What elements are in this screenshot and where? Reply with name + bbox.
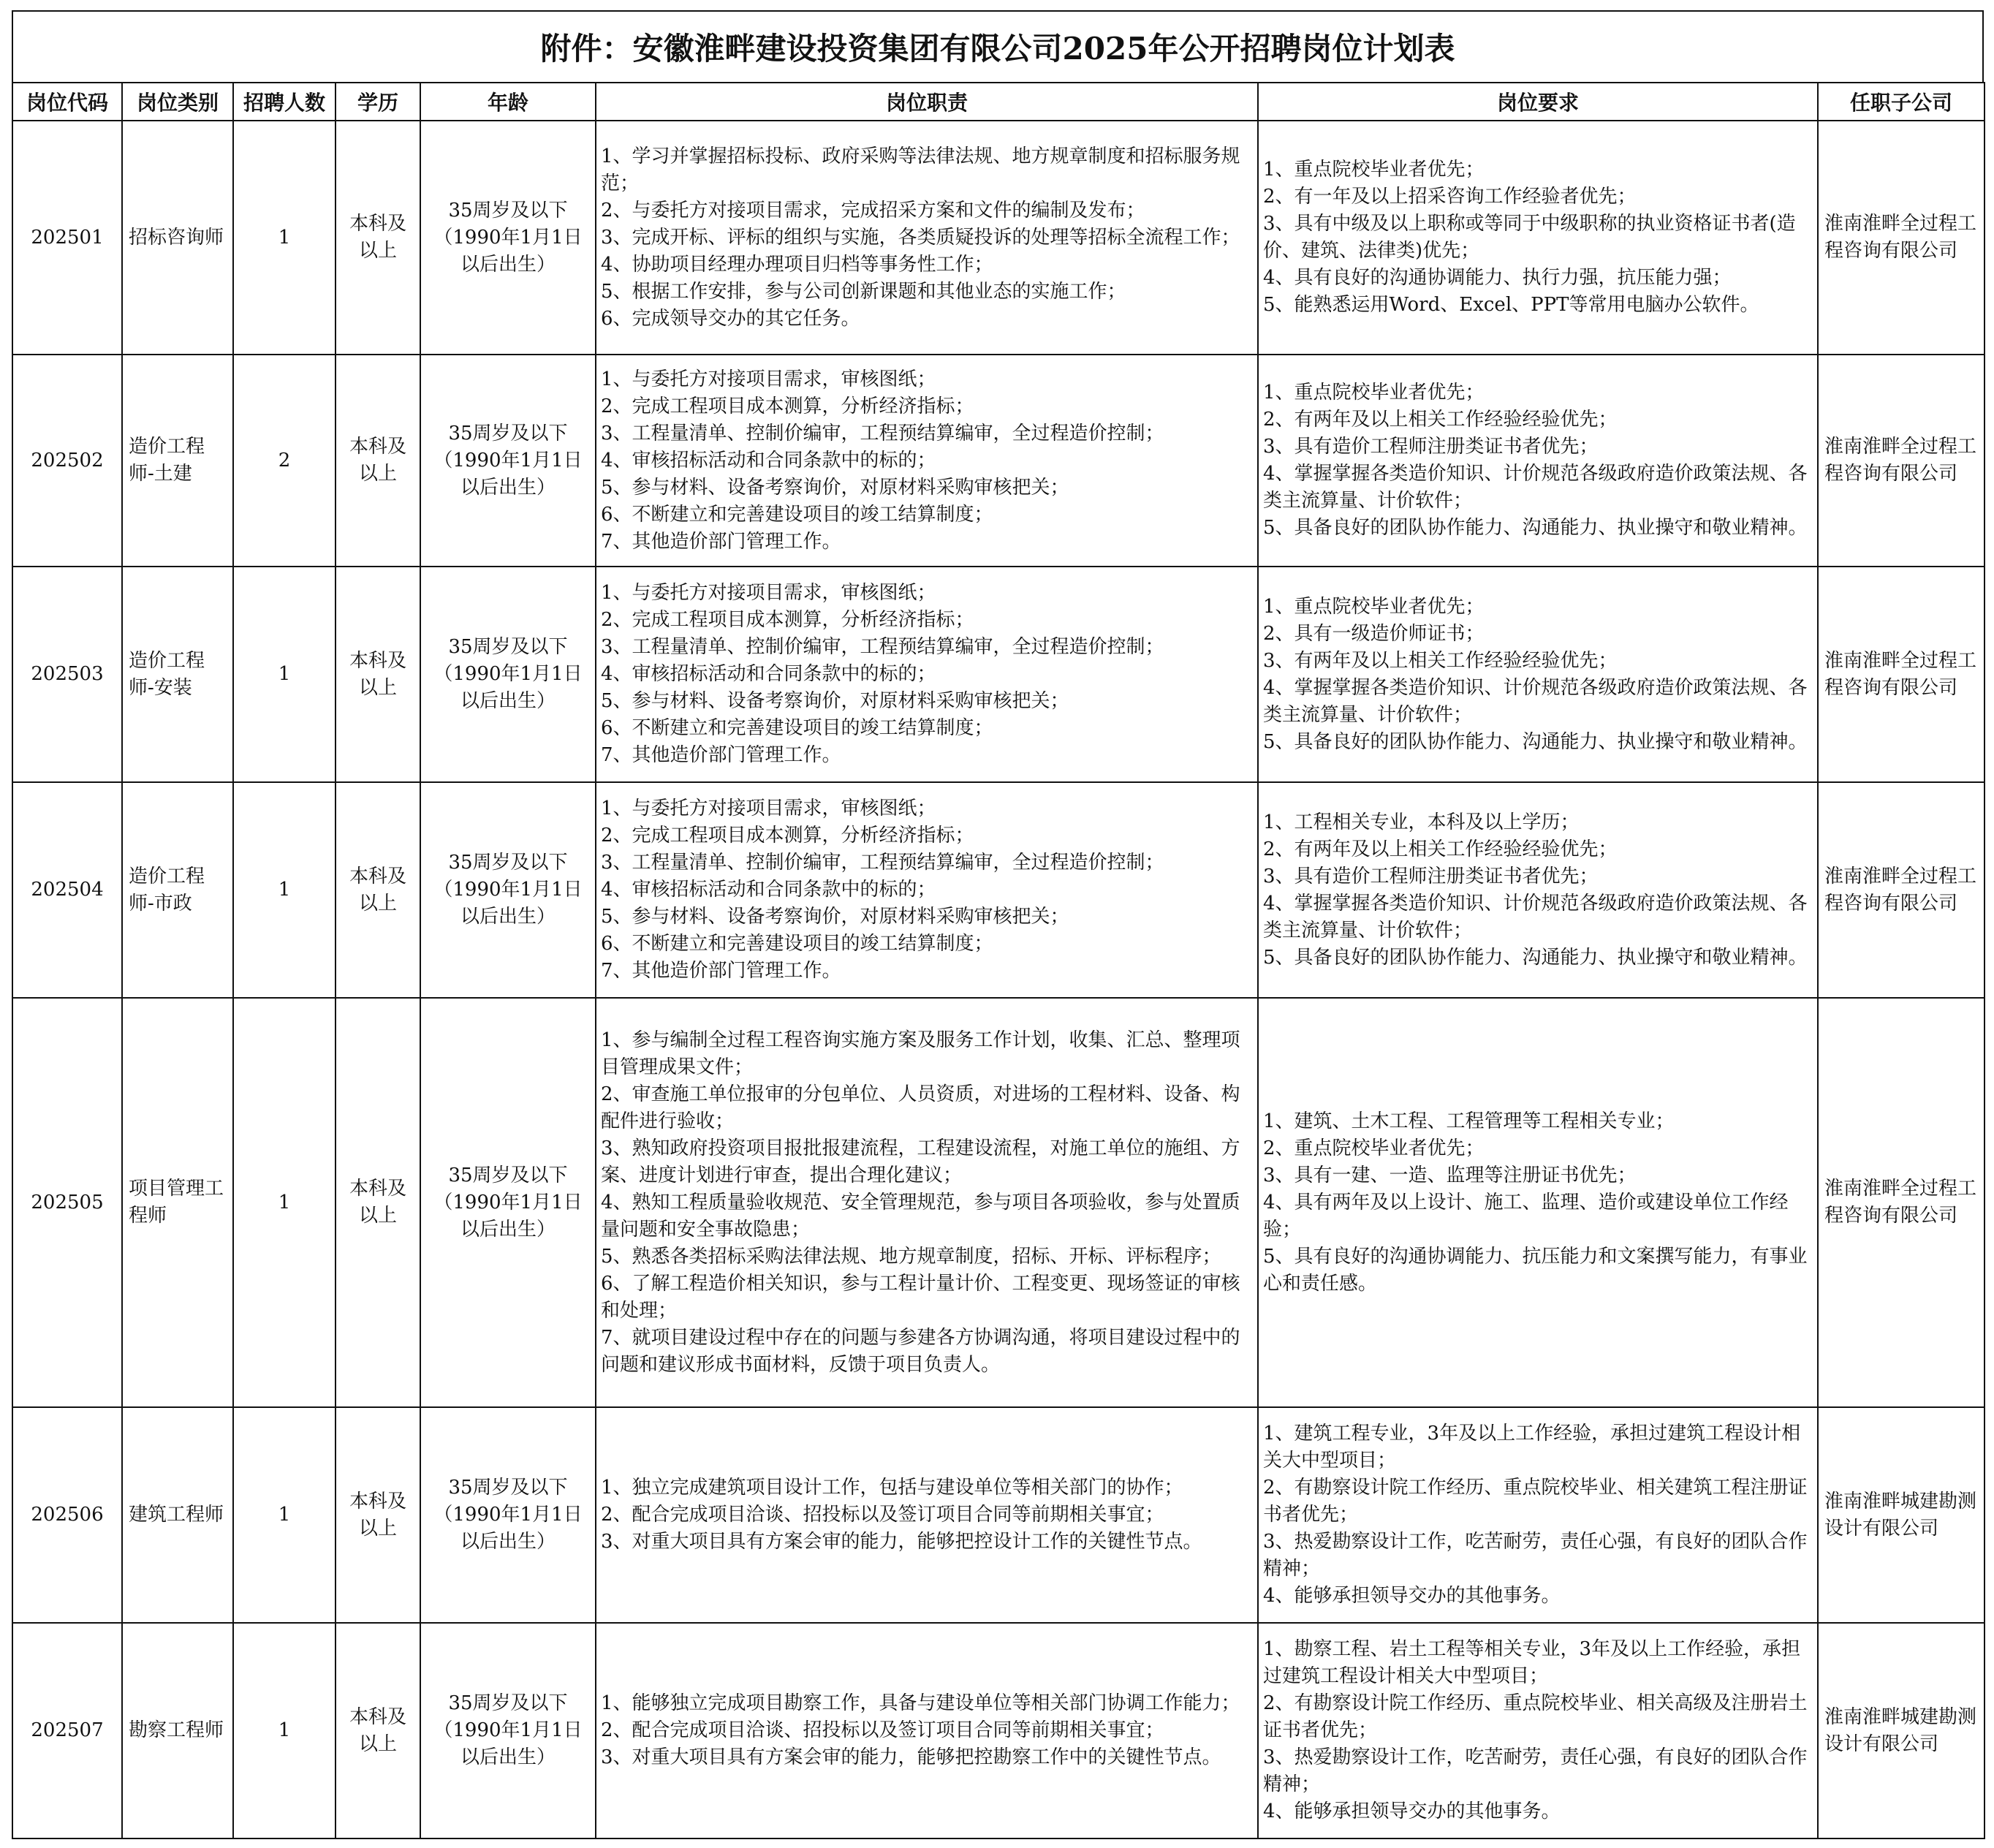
duties-list	[596, 998, 1258, 1407]
requirement-item: 5、具有良好的沟通协调能力、抗压能力和文案撰写能力，有事业心和责任感。	[1263, 1245, 1808, 1295]
requirement-item: 1、建筑、土木工程、工程管理等工程相关专业；	[1263, 1110, 1675, 1132]
age-requirement: 35周岁及以下（1990年1月1日以后出生）	[420, 355, 596, 567]
header-company: 任职子公司	[1818, 83, 1984, 121]
header-row	[12, 83, 1984, 121]
duty-item: 4、审核招标活动和合同条款中的标的；	[601, 879, 936, 901]
table-row	[12, 121, 1984, 355]
duty-item: 5、参与材料、设备考察询价，对原材料采购审核把关；	[601, 476, 1069, 499]
position-code: 202506	[12, 1407, 122, 1623]
requirement-item: 3、具有造价工程师注册类证书者优先；	[1263, 865, 1599, 887]
table-row	[12, 998, 1984, 1407]
requirement-item: 4、具有两年及以上设计、施工、监理、造价或建设单位工作经验；	[1263, 1191, 1789, 1241]
duty-item: 7、其他造价部门管理工作。	[601, 530, 841, 553]
requirement-item: 3、具有一建、一造、监理等注册证书优先；	[1263, 1164, 1637, 1186]
requirement-item: 4、能够承担领导交办的其他事务。	[1263, 1585, 1561, 1607]
duty-item: 3、工程量清单、控制价编审，工程预结算编审，全过程造价控制；	[601, 422, 1164, 444]
position-category: 造价工程师-安装	[122, 567, 233, 782]
company: 淮南淮畔城建勘测设计有限公司	[1818, 1407, 1984, 1623]
requirement-item: 1、重点院校毕业者优先；	[1263, 382, 1485, 404]
duty-item: 1、参与编制全过程工程咨询实施方案及服务工作计划，收集、汇总、整理项目管理成果文件；	[601, 1029, 1240, 1078]
hire-count: 1	[233, 782, 336, 998]
company: 淮南淮畔全过程工程咨询有限公司	[1818, 121, 1984, 355]
company: 淮南淮畔全过程工程咨询有限公司	[1818, 355, 1984, 567]
requirement-item: 4、掌握掌握各类造价知识、计价规范各级政府造价政策法规、各类主流算量、计价软件；	[1263, 463, 1808, 512]
duty-item: 4、审核招标活动和合同条款中的标的；	[601, 663, 936, 685]
requirement-item: 5、具备良好的团队协作能力、沟通能力、执业操守和敬业精神。	[1263, 946, 1808, 969]
age-requirement: 35周岁及以下（1990年1月1日以后出生）	[420, 1407, 596, 1623]
duty-item: 2、完成工程项目成本测算，分析经济指标；	[601, 825, 974, 847]
duty-item: 3、熟知政府投资项目报批报建流程，工程建设流程，对施工单位的施组、方案、进度计划进行审查，提出合理化建议；	[601, 1137, 1240, 1186]
duty-item: 1、与委托方对接项目需求，审核图纸；	[601, 368, 936, 390]
duty-item: 6、完成领导交办的其它任务。	[601, 307, 860, 330]
duty-item: 2、完成工程项目成本测算，分析经济指标；	[601, 395, 974, 417]
table-row	[12, 355, 1984, 567]
position-code: 202503	[12, 567, 122, 782]
header-category: 岗位类别	[122, 83, 233, 121]
requirement-item: 5、能熟悉运用Word、Excel、PPT等常用电脑办公软件。	[1263, 294, 1759, 316]
duties-list	[596, 355, 1258, 567]
duty-item: 3、完成开标、评标的组织与实施，各类质疑投诉的处理等招标全流程工作；	[601, 226, 1240, 249]
duty-item: 3、工程量清单、控制价编审，工程预结算编审，全过程造价控制；	[601, 636, 1164, 658]
education: 本科及以上	[336, 1623, 420, 1838]
position-code: 202504	[12, 782, 122, 998]
hire-count: 1	[233, 121, 336, 355]
duty-item: 3、对重大项目具有方案会审的能力，能够把控设计工作的关键性节点。	[601, 1531, 1202, 1553]
education: 本科及以上	[336, 1407, 420, 1623]
requirements-list	[1258, 121, 1818, 355]
company: 淮南淮畔全过程工程咨询有限公司	[1818, 998, 1984, 1407]
duty-item: 7、其他造价部门管理工作。	[601, 960, 841, 982]
duty-item: 6、不断建立和完善建设项目的竣工结算制度；	[601, 933, 993, 955]
header-duties: 岗位职责	[596, 83, 1258, 121]
duty-item: 1、与委托方对接项目需求，审核图纸；	[601, 798, 936, 819]
duty-item: 1、与委托方对接项目需求，审核图纸；	[601, 582, 936, 604]
duties-list	[596, 1407, 1258, 1623]
duty-item: 1、独立完成建筑项目设计工作，包括与建设单位等相关部门的协作；	[601, 1477, 1183, 1499]
requirements-list	[1258, 355, 1818, 567]
requirement-item: 2、有一年及以上招采咨询工作经验者优先；	[1263, 186, 1637, 208]
duties-list	[596, 782, 1258, 998]
age-requirement: 35周岁及以下（1990年1月1日以后出生）	[420, 998, 596, 1407]
header-code: 岗位代码	[12, 83, 122, 121]
duty-item: 6、了解工程造价相关知识，参与工程计量计价、工程变更、现场签证的审核和处理；	[601, 1272, 1240, 1322]
duty-item: 7、就项目建设过程中存在的问题与参建各方协调沟通，将项目建设过程中的问题和建议形成书面材料，反馈于项目负责人。	[601, 1326, 1240, 1376]
table-row	[12, 1623, 1984, 1838]
duty-item: 2、与委托方对接项目需求，完成招采方案和文件的编制及发布；	[601, 199, 1145, 221]
recruitment-plan-table	[12, 82, 1985, 1839]
duty-item: 2、配合完成项目洽谈、招投标以及签订项目合同等前期相关事宜；	[601, 1719, 1164, 1741]
requirements-list	[1258, 782, 1818, 998]
age-requirement: 35周岁及以下（1990年1月1日以后出生）	[420, 1623, 596, 1838]
position-category: 造价工程师-市政	[122, 782, 233, 998]
position-category: 造价工程师-土建	[122, 355, 233, 567]
duty-item: 4、协助项目经理办理项目归档等事务性工作；	[601, 253, 993, 276]
duty-item: 1、能够独立完成项目勘察工作，具备与建设单位等相关部门协调工作能力；	[601, 1692, 1240, 1714]
header-count: 招聘人数	[233, 83, 336, 121]
duties-list	[596, 567, 1258, 782]
requirement-item: 3、有两年及以上相关工作经验经验优先；	[1263, 649, 1618, 672]
requirement-item: 4、掌握掌握各类造价知识、计价规范各级政府造价政策法规、各类主流算量、计价软件；	[1263, 676, 1808, 726]
duty-item: 3、工程量清单、控制价编审，工程预结算编审，全过程造价控制；	[601, 852, 1164, 874]
hire-count: 1	[233, 998, 336, 1407]
duty-item: 4、审核招标活动和合同条款中的标的；	[601, 449, 936, 472]
education: 本科及以上	[336, 355, 420, 567]
position-category: 勘察工程师	[122, 1623, 233, 1838]
requirement-item: 1、重点院校毕业者优先；	[1263, 595, 1485, 618]
requirement-item: 3、热爱勘察设计工作，吃苦耐劳，责任心强，有良好的团队合作精神；	[1263, 1746, 1808, 1795]
duty-item: 7、其他造价部门管理工作。	[601, 744, 841, 766]
requirement-item: 2、具有一级造价师证书；	[1263, 622, 1485, 645]
education: 本科及以上	[336, 998, 420, 1407]
duties-list	[596, 1623, 1258, 1838]
table-row	[12, 782, 1984, 998]
position-category: 项目管理工程师	[122, 998, 233, 1407]
requirement-item: 4、具有良好的沟通协调能力、执行力强，抗压能力强；	[1263, 267, 1732, 289]
page-title: 附件：安徽淮畔建设投资集团有限公司2025年公开招聘岗位计划表	[12, 10, 1984, 82]
table-row	[12, 567, 1984, 782]
table-row	[12, 1407, 1984, 1623]
duty-item: 3、对重大项目具有方案会审的能力，能够把控勘察工作中的关键性节点。	[601, 1746, 1221, 1768]
document-page	[12, 10, 1984, 1839]
position-category: 招标咨询师	[122, 121, 233, 355]
duty-item: 4、熟知工程质量验收规范、安全管理规范，参与项目各项验收，参与处置质量问题和安全事故隐患；	[601, 1191, 1240, 1241]
requirement-item: 1、重点院校毕业者优先；	[1263, 159, 1485, 181]
requirement-item: 4、能够承担领导交办的其他事务。	[1263, 1800, 1561, 1822]
education: 本科及以上	[336, 567, 420, 782]
position-code: 202507	[12, 1623, 122, 1838]
requirements-list	[1258, 567, 1818, 782]
education: 本科及以上	[336, 121, 420, 355]
header-education: 学历	[336, 83, 420, 121]
requirement-item: 4、掌握掌握各类造价知识、计价规范各级政府造价政策法规、各类主流算量、计价软件；	[1263, 892, 1808, 942]
position-code: 202501	[12, 121, 122, 355]
duty-item: 6、不断建立和完善建设项目的竣工结算制度；	[601, 717, 993, 739]
position-code: 202505	[12, 998, 122, 1407]
requirement-item: 3、具有造价工程师注册类证书者优先；	[1263, 436, 1599, 458]
hire-count: 1	[233, 567, 336, 782]
requirement-item: 2、有勘察设计院工作经历、重点院校毕业、相关高级及注册岩土证书者优先；	[1263, 1692, 1808, 1741]
duty-item: 2、完成工程项目成本测算，分析经济指标；	[601, 609, 974, 631]
requirement-item: 5、具备良好的团队协作能力、沟通能力、执业操守和敬业精神。	[1263, 517, 1808, 539]
hire-count: 1	[233, 1407, 336, 1623]
company: 淮南淮畔全过程工程咨询有限公司	[1818, 782, 1984, 998]
requirement-item: 5、具备良好的团队协作能力、沟通能力、执业操守和敬业精神。	[1263, 730, 1808, 753]
duty-item: 5、参与材料、设备考察询价，对原材料采购审核把关；	[601, 906, 1069, 928]
requirement-item: 2、重点院校毕业者优先；	[1263, 1137, 1485, 1159]
requirement-item: 2、有勘察设计院工作经历、重点院校毕业、相关建筑工程注册证书者优先；	[1263, 1477, 1808, 1526]
duty-item: 5、熟悉各类招标采购法律法规、地方规章制度，招标、开标、评标程序；	[601, 1245, 1221, 1268]
hire-count: 1	[233, 1623, 336, 1838]
duty-item: 5、参与材料、设备考察询价，对原材料采购审核把关；	[601, 690, 1069, 712]
duties-list	[596, 121, 1258, 355]
hire-count: 2	[233, 355, 336, 567]
requirement-item: 2、有两年及以上相关工作经验经验优先；	[1263, 409, 1618, 431]
duty-item: 5、根据工作安排，参与公司创新课题和其他业态的实施工作；	[601, 280, 1126, 303]
age-requirement: 35周岁及以下（1990年1月1日以后出生）	[420, 121, 596, 355]
header-age: 年龄	[420, 83, 596, 121]
position-category: 建筑工程师	[122, 1407, 233, 1623]
requirement-item: 3、热爱勘察设计工作，吃苦耐劳，责任心强，有良好的团队合作精神；	[1263, 1531, 1808, 1580]
age-requirement: 35周岁及以下（1990年1月1日以后出生）	[420, 567, 596, 782]
requirement-item: 1、工程相关专业，本科及以上学历；	[1263, 811, 1580, 833]
company: 淮南淮畔全过程工程咨询有限公司	[1818, 567, 1984, 782]
requirement-item: 1、建筑工程专业，3年及以上工作经验，承担过建筑工程设计相关大中型项目；	[1263, 1423, 1801, 1472]
header-requirements: 岗位要求	[1258, 83, 1818, 121]
duty-item: 1、学习并掌握招标投标、政府采购等法律法规、地方规章制度和招标服务规范；	[601, 145, 1240, 194]
duty-item: 6、不断建立和完善建设项目的竣工结算制度；	[601, 503, 993, 526]
requirement-item: 1、勘察工程、岩土工程等相关专业，3年及以上工作经验，承担过建筑工程设计相关大中型项目；	[1263, 1638, 1801, 1687]
duty-item: 2、配合完成项目洽谈、招投标以及签订项目合同等前期相关事宜；	[601, 1504, 1164, 1526]
requirement-item: 2、有两年及以上相关工作经验经验优先；	[1263, 838, 1618, 860]
age-requirement: 35周岁及以下（1990年1月1日以后出生）	[420, 782, 596, 998]
requirements-list	[1258, 998, 1818, 1407]
position-code: 202502	[12, 355, 122, 567]
company: 淮南淮畔城建勘测设计有限公司	[1818, 1623, 1984, 1838]
requirements-list	[1258, 1407, 1818, 1623]
requirements-list	[1258, 1623, 1818, 1838]
requirement-item: 3、具有中级及以上职称或等同于中级职称的执业资格证书者(造价、建筑、法律类)优先；	[1263, 213, 1796, 262]
education: 本科及以上	[336, 782, 420, 998]
duty-item: 2、审查施工单位报审的分包单位、人员资质，对进场的工程材料、设备、构配件进行验收；	[601, 1083, 1240, 1132]
